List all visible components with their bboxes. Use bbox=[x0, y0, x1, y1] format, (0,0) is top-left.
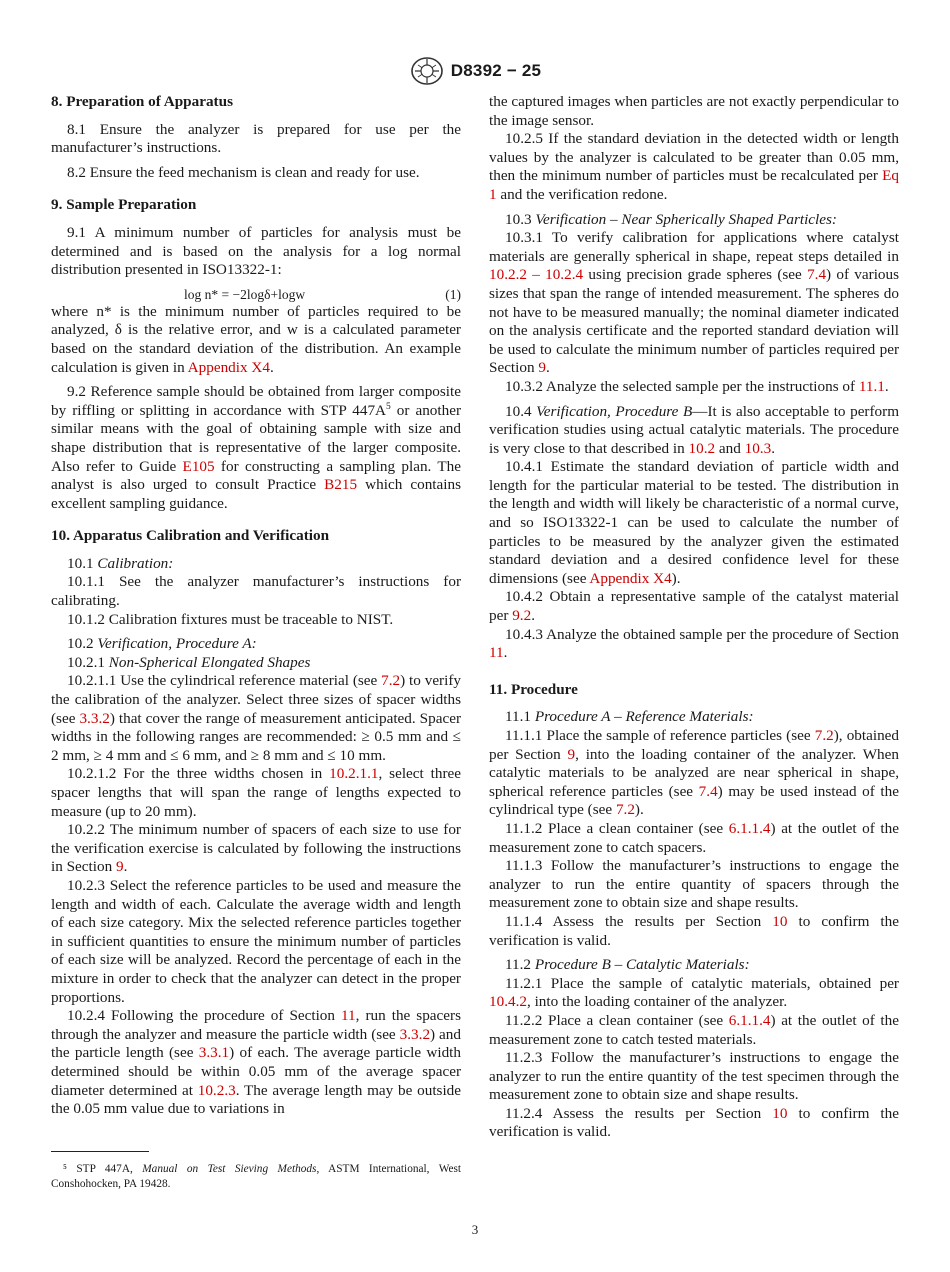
para-10-2-1-2: 10.2.1.2 For the three widths chosen in 10.2.1.1, select three spacer lengths that will span the range of lengths expected to measure (up to 20 mm). bbox=[51, 765, 461, 820]
para-10-2-2: 10.2.2 The minimum number of spacers of each size to use for the verification exercise is calculated by following the instructions in Section 9. bbox=[51, 821, 461, 876]
link-appendix-x4[interactable]: Appendix X4 bbox=[187, 358, 270, 376]
section-10-title: 10. Apparatus Calibration and Verification bbox=[51, 527, 330, 545]
link-7-2[interactable]: 7.2 bbox=[381, 672, 401, 690]
link-eq-1[interactable]: Eq 1 bbox=[489, 167, 899, 203]
para-11-2-1: 11.2.1 Place the sample of catalytic materials, obtained per 10.4.2, into the loading container of the analyzer. bbox=[489, 974, 899, 1011]
para-11-2-2: 11.2.2 Place a clean container (see 6.1.1.4) at the outlet of the measurement zone to catch tested materials. bbox=[489, 1011, 899, 1048]
para-10-2-1-1: 10.2.1.1 Use the cylindrical reference material (see 7.2) to verify the calibration of the analyzer. Select three sizes of spacer widths (see 3.3.2) that cover the range of measurement anticipated. Spacer widths in the following ranges are recommended: ≥ 0.5 mm and ≤ 2 mm, ≥ 4 mm and ≤ 6 mm, and ≥ 8 mm and ≤ 10 mm. bbox=[51, 672, 461, 764]
para-10-2-1: 10.2.1 Non-Spherical Elongated Shapes bbox=[67, 653, 311, 671]
equation-1 bbox=[51, 287, 461, 303]
para-10-3: 10.3 Verification – Near Spherically Shaped Particles: bbox=[505, 210, 837, 228]
link-6-1-1-4[interactable]: 6.1.1.4 bbox=[728, 819, 771, 837]
para-10-3-1: 10.3.1 To verify calibration for applications where catalyst materials are generally spherical in shape, repeat steps detailed in 10.2.2 – 10.2.4 using precision grade spheres (see 7.4) of various sizes that span the range of intended measurement. The spheres do not have to be measured manually; the nominal diameter indicated on the analysis certificate and the reported standard deviation will be used to calculate the minimum number of particles required per Section 9. bbox=[489, 229, 900, 377]
link-section-10[interactable]: 10 bbox=[772, 1104, 788, 1122]
link-7-4[interactable]: 7.4 bbox=[698, 782, 718, 800]
link-b215[interactable]: B215 bbox=[324, 476, 358, 494]
link-appendix-x4[interactable]: Appendix X4 bbox=[589, 569, 672, 587]
section-11-title: 11. Procedure bbox=[489, 680, 578, 698]
link-e105[interactable]: E105 bbox=[182, 457, 215, 475]
footnote-ref-5: 5 bbox=[386, 401, 391, 412]
link-10-3[interactable]: 10.3 bbox=[744, 439, 772, 457]
standard-designation: D8392 − 25 bbox=[450, 60, 542, 80]
para-10-1-1: 10.1.1 See the analyzer manufacturer’s instructions for calibrating. bbox=[51, 573, 461, 610]
equation-formula: log n* = −2logδ+logw bbox=[184, 286, 306, 302]
link-11-1[interactable]: 11.1 bbox=[858, 377, 885, 395]
para-10-2-4: 10.2.4 Following the procedure of Section 11, run the spacers through the analyzer and measure the particle width (see 3.3.2) and the particle length (see 3.3.1) of each. The average particle width determined should be within 0.05 mm of the average spacer diameter determined at 10.2.3. The average length may be outside the 0.05 mm value due to variations in bbox=[51, 1007, 461, 1118]
link-10-2-3[interactable]: 10.2.3 bbox=[197, 1081, 236, 1099]
link-3-3-1[interactable]: 3.3.1 bbox=[198, 1044, 230, 1062]
para-10-4-3: 10.4.3 Analyze the obtained sample per the procedure of Section 11. bbox=[489, 625, 899, 662]
footnote-5: ⁵ STP 447A, Manual on Test Sieving Methods, ASTM International, West Conshohocken, PA 19428. bbox=[51, 1163, 462, 1190]
footnote-rule bbox=[51, 1151, 149, 1152]
link-10-2[interactable]: 10.2 bbox=[688, 439, 716, 457]
para-11-2: 11.2 Procedure B – Catalytic Materials: bbox=[505, 956, 750, 974]
para-11-1-3: 11.1.3 Follow the manufacturer’s instructions to engage the analyzer to run the entire quantity of spacers through the measurement zone to obtain size and shape results. bbox=[489, 857, 899, 912]
para-8-2: 8.2 Ensure the feed mechanism is clean and ready for use. bbox=[67, 163, 420, 181]
para-9-1: 9.1 A minimum number of particles for analysis must be determined and is based on the analysis for a log normal distribution presented in ISO13322-1: bbox=[51, 223, 461, 279]
link-section-9[interactable]: 9 bbox=[567, 745, 576, 763]
para-10-2-4-continued: the captured images when particles are not exactly perpendicular to the image sensor. bbox=[489, 93, 899, 129]
para-10-4-2: 10.4.2 Obtain a representative sample of the catalyst material per 9.2. bbox=[489, 588, 899, 625]
section-8-title: 8. Preparation of Apparatus bbox=[51, 93, 233, 110]
para-9-2: 9.2 Reference sample should be obtained from larger composite by riffling or splitting in accordance with STP $447A^5$ or another similar means with the goal of obtaining sample with size and shape distribution that is representative of the larger composite. Also refer to Guide E105 for constructing a sampling plan. The analyst is also urged to consult Practice B215 which contains excellent sampling guidance. bbox=[51, 383, 462, 512]
link-7-2[interactable]: 7.2 bbox=[615, 801, 635, 819]
link-section-9[interactable]: 9 bbox=[115, 858, 124, 876]
para-10-4: 10.4 Verification, Procedure B—It is also acceptable to perform verification studies using actual catalytic materials. The procedure is very close to that described in 10.2 and 10.3. bbox=[489, 402, 900, 457]
link-3-3-2[interactable]: 3.3.2 bbox=[79, 709, 110, 727]
link-7-4[interactable]: 7.4 bbox=[807, 266, 827, 284]
para-10-3-2: 10.3.2 Analyze the selected sample per the instructions of 11.1. bbox=[505, 377, 889, 395]
para-10-2: 10.2 Verification, Procedure A: bbox=[67, 635, 257, 653]
link-section-10[interactable]: 10 bbox=[772, 912, 788, 930]
para-10-2-3: 10.2.3 Select the reference particles to be used and measure the length and width of each. Calculate the average width and length of each size category. Mix the selected reference particles together in sufficient quantities to ensure the minimum number of particles of each size will be analyzed. Record the percentage of each in the mixture in order to check that the analyzer can detect in the proper proportions. bbox=[51, 876, 461, 1006]
para-10-1-2: 10.1.2 Calibration fixtures must be traceable to NIST. bbox=[67, 610, 394, 628]
para-9-1-where: where n* is the minimum number of particles required to be analyzed, δ is the relative error, and w is a calculated parameter based on the standard deviation of the distribution. An example calculation is given in Appendix X4. bbox=[51, 302, 461, 376]
astm-logo-icon bbox=[409, 56, 445, 86]
page-number: 3 bbox=[471, 1222, 479, 1237]
link-10-4-2[interactable]: 10.4.2 bbox=[489, 993, 527, 1011]
link-9-2[interactable]: 9.2 bbox=[512, 607, 532, 625]
link-section-11[interactable]: 11 bbox=[341, 1007, 356, 1025]
para-11-1-1: 11.1.1 Place the sample of reference particles (see 7.2), obtained per Section 9, into the loading container of the analyzer. When catalytic materials to be analyzed are near spherical in shape, spherical reference particles (see 7.4) may be used instead of the cylindrical type (see 7.2). bbox=[489, 727, 899, 819]
para-11-1: 11.1 Procedure A – Reference Materials: bbox=[505, 708, 754, 726]
para-11-2-3: 11.2.3 Follow the manufacturer’s instructions to engage the analyzer to run the entire quantity of the test specimen through the measurement zone to obtain size and shape results. bbox=[489, 1049, 899, 1104]
page-header bbox=[0, 56, 950, 92]
para-10-1: 10.1 Calibration: bbox=[67, 554, 174, 572]
para-11-1-2: 11.1.2 Place a clean container (see 6.1.1.4) at the outlet of the measurement zone to catch spacers. bbox=[489, 819, 899, 856]
para-11-1-4: 11.1.4 Assess the results per Section 10 to confirm the verification is valid. bbox=[489, 912, 899, 949]
link-6-1-1-4[interactable]: 6.1.1.4 bbox=[728, 1011, 771, 1029]
para-10-4-1: 10.4.1 Estimate the standard deviation of particle width and length for the particular material to be tested. The distribution in the length and width will likely be characteristic of a normal curve, and so ISO13322-1 can be used to calculate the number of particles to be measured by the analyzer given the estimated standard deviation and a desired confidence level for these dimensions (see Appendix X4). bbox=[489, 458, 899, 587]
para-11-2-4: 11.2.4 Assess the results per Section 10 to confirm the verification is valid. bbox=[489, 1104, 899, 1141]
link-section-9[interactable]: 9 bbox=[538, 359, 546, 377]
para-10-2-5: 10.2.5 If the standard deviation in the detected width or length values by the analyzer is calculated to be greater than 0.05 mm, then the minimum number of particles must be recalculated per Eq 1 and the verification redone. bbox=[489, 130, 899, 203]
link-7-2[interactable]: 7.2 bbox=[814, 727, 834, 744]
left-column bbox=[51, 93, 461, 1119]
link-10-2-2-to-10-2-4[interactable]: 10.2.2 – 10.2.4 bbox=[489, 266, 584, 284]
section-9-title: 9. Sample Preparation bbox=[51, 196, 197, 214]
equation-number: (1) bbox=[445, 286, 461, 302]
para-8-1: 8.1 Ensure the analyzer is prepared for use per the manufacturer’s instructions. bbox=[51, 120, 461, 157]
right-column bbox=[489, 93, 899, 1142]
link-section-11[interactable]: 11 bbox=[489, 644, 504, 662]
link-10-2-1-1[interactable]: 10.2.1.1 bbox=[329, 765, 379, 783]
link-3-3-2[interactable]: 3.3.2 bbox=[399, 1025, 431, 1043]
